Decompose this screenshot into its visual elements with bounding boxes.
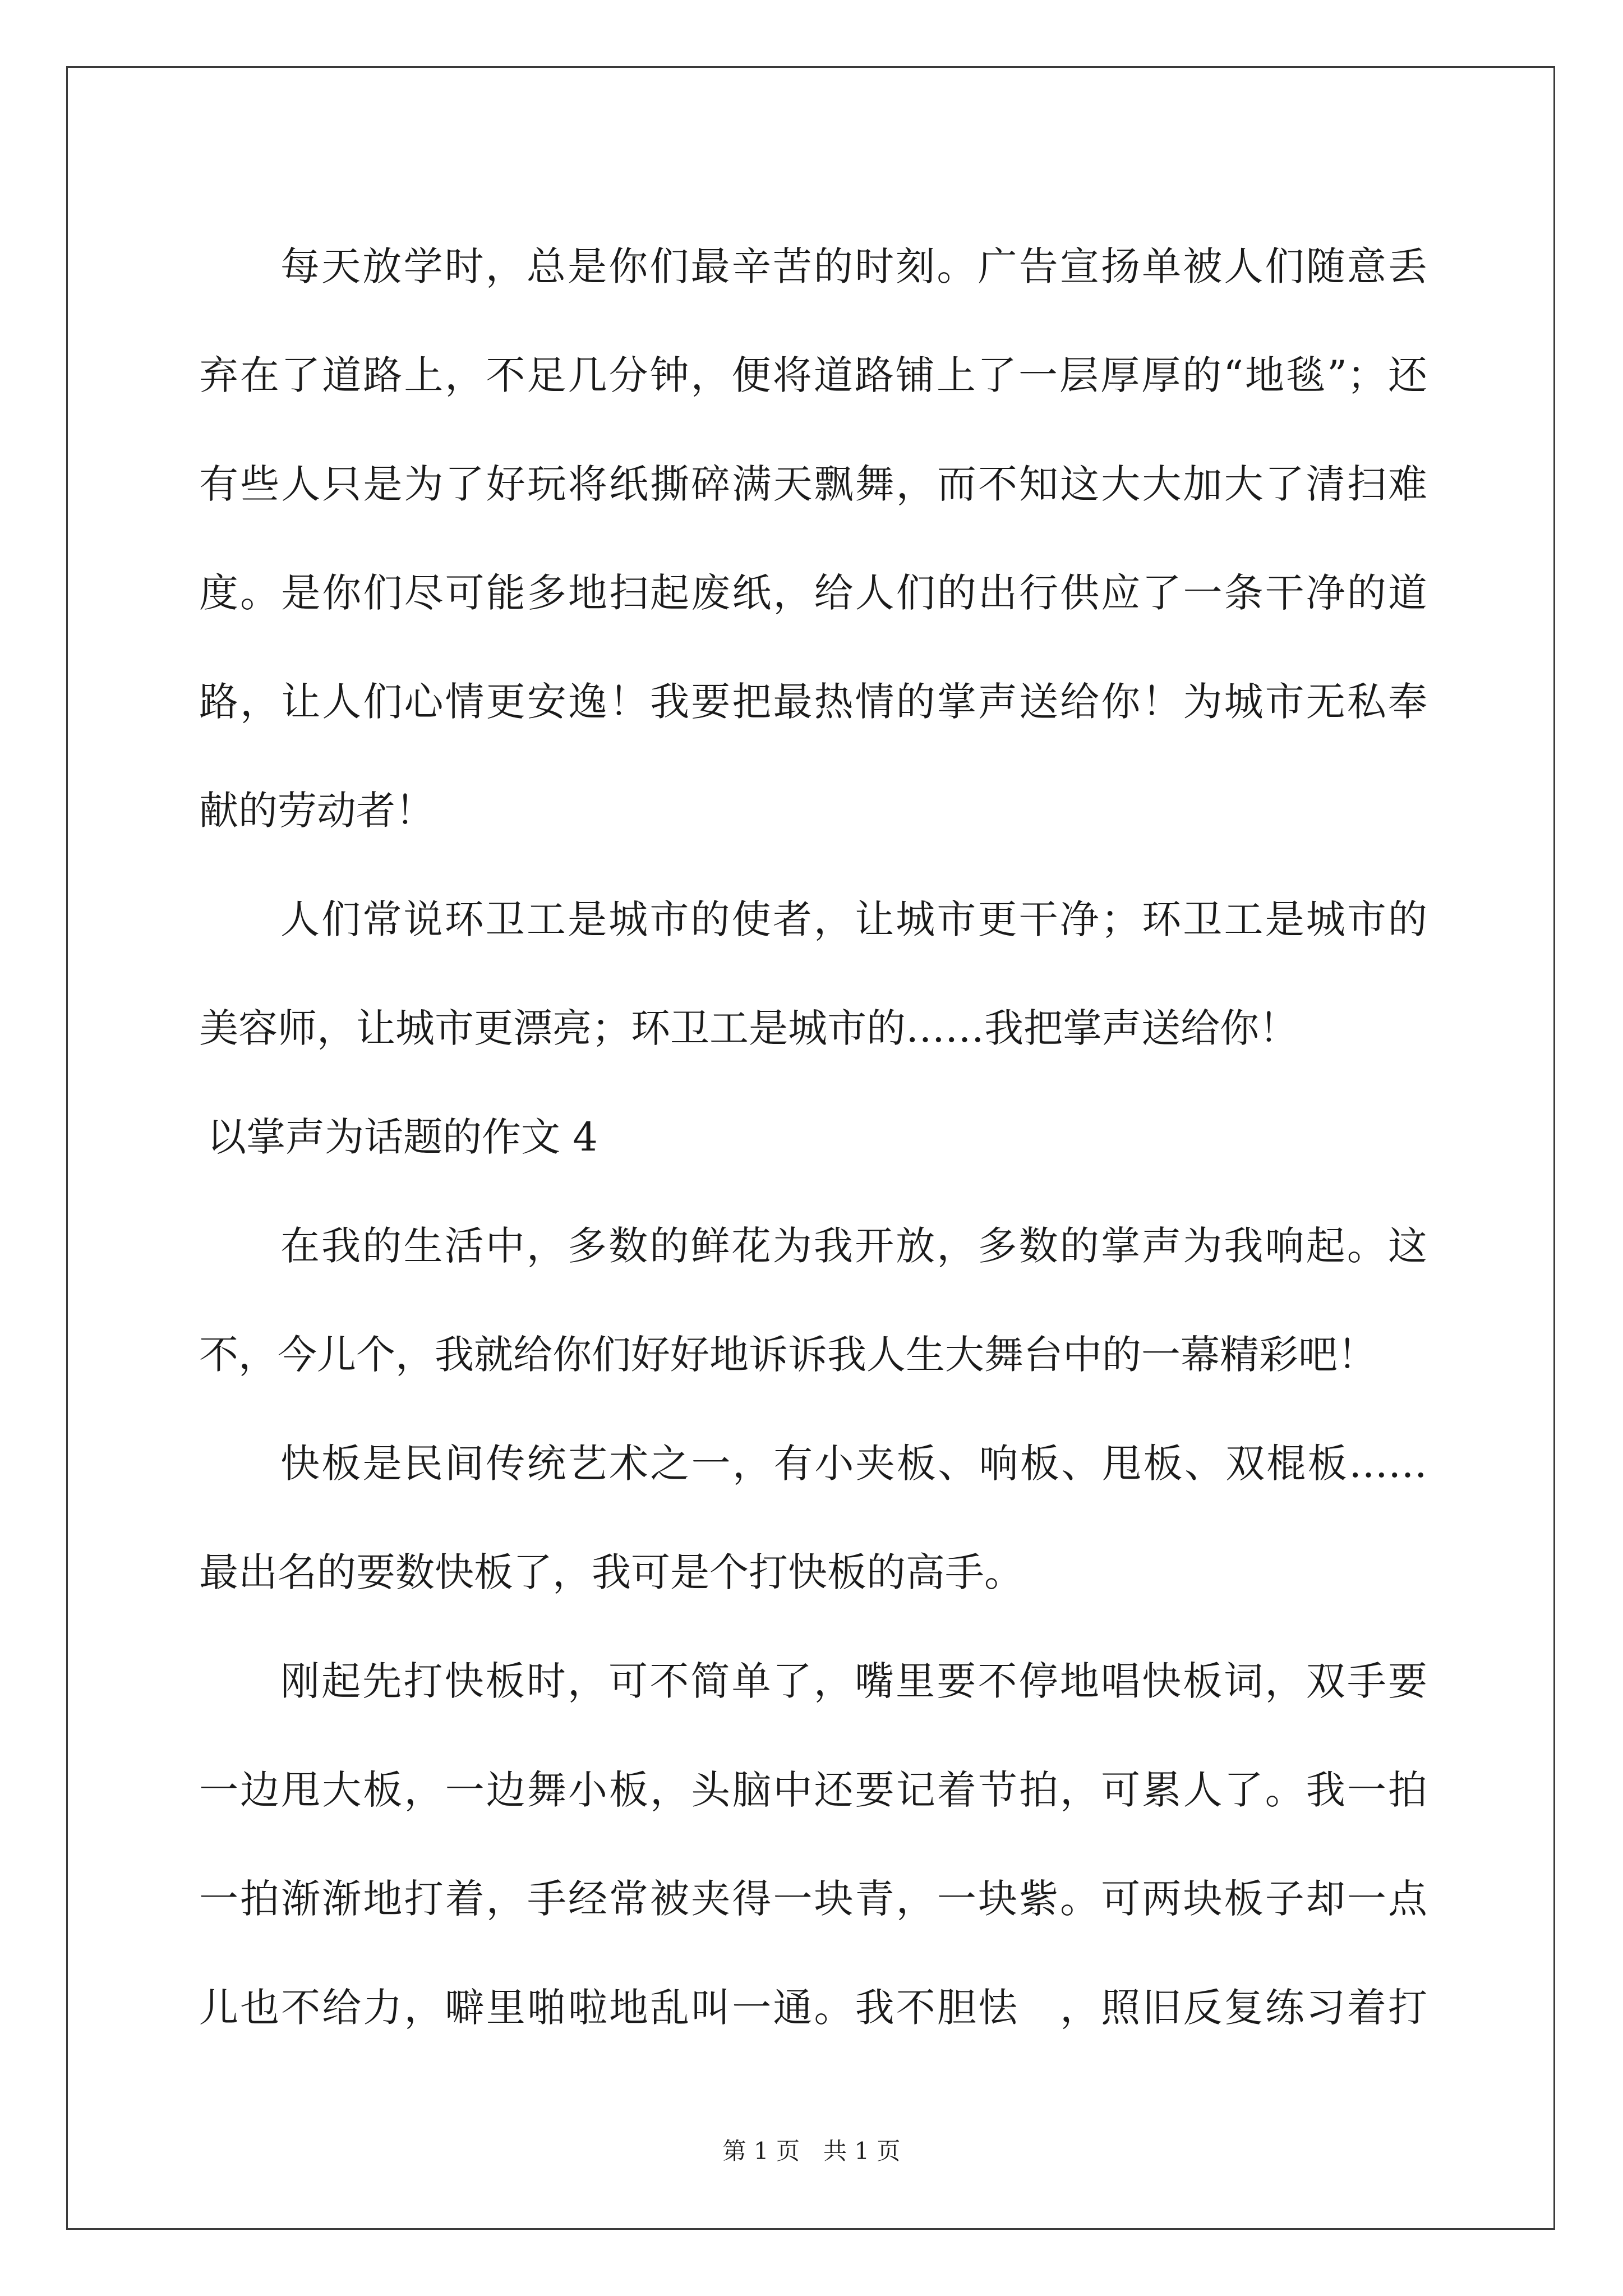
- paragraph-line: 一拍渐渐地打着，手经常被夹得一块青，一块紫。可两块板子却一点: [199, 1876, 1427, 1922]
- paragraph-line: 儿也不给力，噼里啪啦地乱叫一通。我不胆怯 ，照旧反复练习着打: [199, 1985, 1427, 2031]
- section-heading: 以掌声为话题的作文 4: [207, 1114, 598, 1160]
- paragraph-line: 弃在了道路上，不足几分钟，便将道路铺上了一层厚厚的“地毯”；还: [199, 352, 1427, 398]
- paragraph-line: 在我的生活中，多数的鲜花为我开放，多数的掌声为我响起。这: [280, 1223, 1427, 1269]
- paragraph-line: 度。是你们尽可能多地扫起废纸，给人们的出行供应了一条干净的道: [199, 570, 1427, 616]
- paragraph-line: 最出名的要数快板了，我可是个打快板的高手。: [199, 1549, 1023, 1595]
- paragraph-line: 快板是民间传统艺术之一，有小夹板、响板、甩板、双棍板……: [280, 1441, 1427, 1487]
- paragraph-line: 一边甩大板，一边舞小板，头脑中还要记着节拍，可累人了。我一拍: [199, 1767, 1427, 1813]
- page-number: 第 1 页: [722, 2137, 800, 2165]
- total-pages: 共 1 页: [823, 2137, 901, 2165]
- paragraph-line: 刚起先打快板时，可不简单了，嘴里要不停地唱快板词，双手要: [280, 1658, 1427, 1704]
- paragraph-line: 每天放学时，总是你们最辛苦的时刻。广告宣扬单被人们随意丢: [280, 243, 1427, 289]
- paragraph-line: 献的劳动者！: [199, 788, 435, 834]
- paragraph-line: 人们常说环卫工是城市的使者，让城市更干净；环卫工是城市的: [280, 896, 1427, 942]
- document-body: [199, 212, 1427, 2062]
- paragraph-line: 有些人只是为了好玩将纸撕碎满天飘舞，而不知这大大加大了清扫难: [199, 461, 1427, 507]
- paragraph-line: 不，今儿个，我就给你们好好地诉诉我人生大舞台中的一幕精彩吧！: [199, 1332, 1377, 1378]
- paragraph-line: 美容师，让城市更漂亮；环卫工是城市的……我把掌声送给你！: [199, 1005, 1298, 1051]
- page-footer: [0, 2134, 1623, 2168]
- paragraph-line: 路，让人们心情更安逸！我要把最热情的掌声送给你！为城市无私奉: [199, 679, 1427, 725]
